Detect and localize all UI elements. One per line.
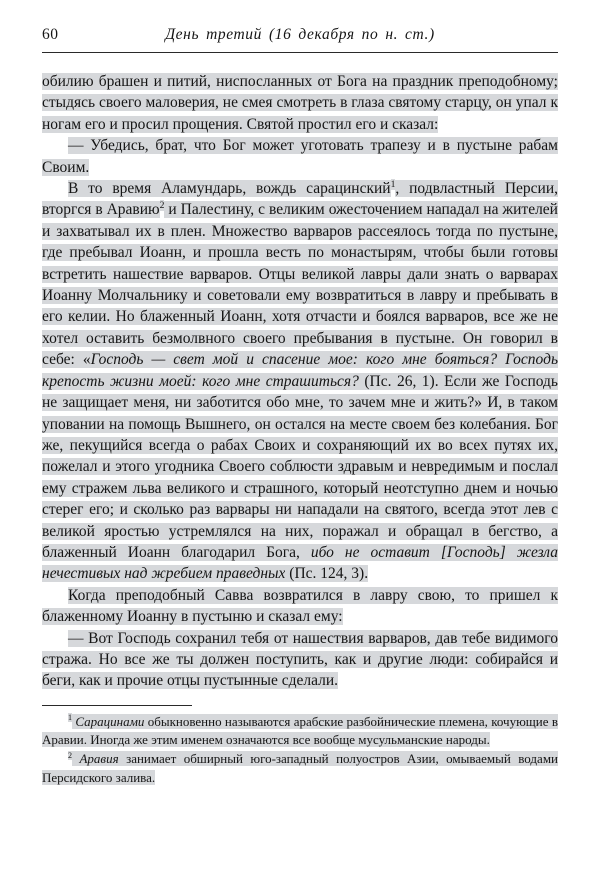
footnote-item-1: [42, 713, 558, 750]
paragraph-text: — Вот Господь сохранил тебя от нашествия варваров, дав тебе видимого стража. Но все же ты должен поступить, как и другие люди: собирайся и беги, как и прочие отцы пустынные сделали.: [42, 629, 558, 690]
paragraph-narrative: [42, 178, 558, 585]
footnote-reference-1: 1: [390, 178, 396, 190]
paragraph-text: обилию брашен и питий, ниспосланных от Бога на праздник преподобному; стыдясь своего маловерия, не смея смотреть в глаза святому старцу, он упал к ногам его и просил прощения. Святой простил его и сказал:: [42, 73, 558, 133]
dialogue-paragraph: [42, 628, 558, 692]
paragraph-text: , подвластный Персии, вторгся в Аравию: [42, 180, 558, 219]
footnote-text: обыкновенно называются арабские разбойнические племена, кочующие в Аравии. Иногда же этим именем означаются все вообще мусульманские народы.: [42, 713, 558, 748]
paragraph-text: (Пс. 124, 3).: [285, 565, 369, 583]
dialogue-paragraph: [42, 135, 558, 178]
paragraph-text: В то время Аламундарь, вождь сарацинский: [68, 180, 391, 198]
paragraph-text: (Пс. 26, 1). Если же Господь не защищает меня, ни заботится обо мне, то зачем мне и жить?» И, в таком уповании на помощь Вышнего, он остался на месте своем без колебания. Бог же, пекущийся всегда о рабах Своих и сохраняющий их во всех путях их, пожелал и этого угодника Своего соблюсти здравым и невредимым и послал ему стражем льва великого и страшного, который неотступно днем и ночью стерег его; и сколько раз варвары ни нападали на святого, всегда этот лев с великой яростью устремлялся на них, поражал и обращал в бегство, а блаженный Иоанн благодарил Бога,: [42, 372, 559, 561]
paragraph-text: — Убедись, брат, что Бог может уготовать трапезу и в пустыне рабам Своим.: [42, 137, 558, 176]
header-rule: [42, 52, 558, 53]
body-text: [42, 71, 558, 692]
footnote-number: 1: [68, 713, 73, 723]
paragraph-text: и Палестину, с великим ожесточением нападал на жителей и захватывал их в плен. Множество варваров рассеялось тогда по пустыне, где пребывал Иоанн, и прошла весть по монастырям, чтобы были готовы встретить нашествие варваров. Отцы великой лавры дали знать о варварах Иоанну Молчальнику и советовали ему возвратиться в лавру и пребывать в его келии. Но блаженный Иоанн, хотя отчасти и боялся варваров, все же не хотел оставить безмолвного своего пребывания в пустыне. Он говорил в себе: «: [42, 201, 558, 369]
footnote-item-2: [42, 750, 558, 787]
scripture-quote: ибо не оставит [Господь] жезла нечестивых над жребием праведных: [42, 543, 558, 583]
footnote-term: Аравия: [79, 750, 119, 766]
footnote-number: 2: [68, 750, 73, 760]
footnote-text: занимает обширный юго-западный полуостров Азии, омываемый водами Персидского залива.: [42, 750, 558, 785]
footnote-separator: [42, 705, 192, 706]
page-number: 60: [42, 26, 59, 43]
scripture-quote: Господь — свет мой и спасение мое: кого мне бояться? Господь крепость жизни моей: кого мне страшиться?: [42, 351, 558, 390]
paragraph-continuation: [42, 71, 558, 135]
header-title: День третий (16 декабря по н. ст.): [165, 26, 435, 43]
footnote-reference-2: 2: [159, 200, 165, 212]
paragraph-narrative: [42, 585, 558, 628]
running-head: [42, 24, 558, 48]
footnotes: [42, 713, 558, 787]
footnote-term: Сарацинами: [75, 713, 145, 729]
paragraph-text: Когда преподобный Савва возвратился в лавру свою, то пришел к блаженному Иоанну в пустыню и сказал ему:: [42, 586, 558, 626]
